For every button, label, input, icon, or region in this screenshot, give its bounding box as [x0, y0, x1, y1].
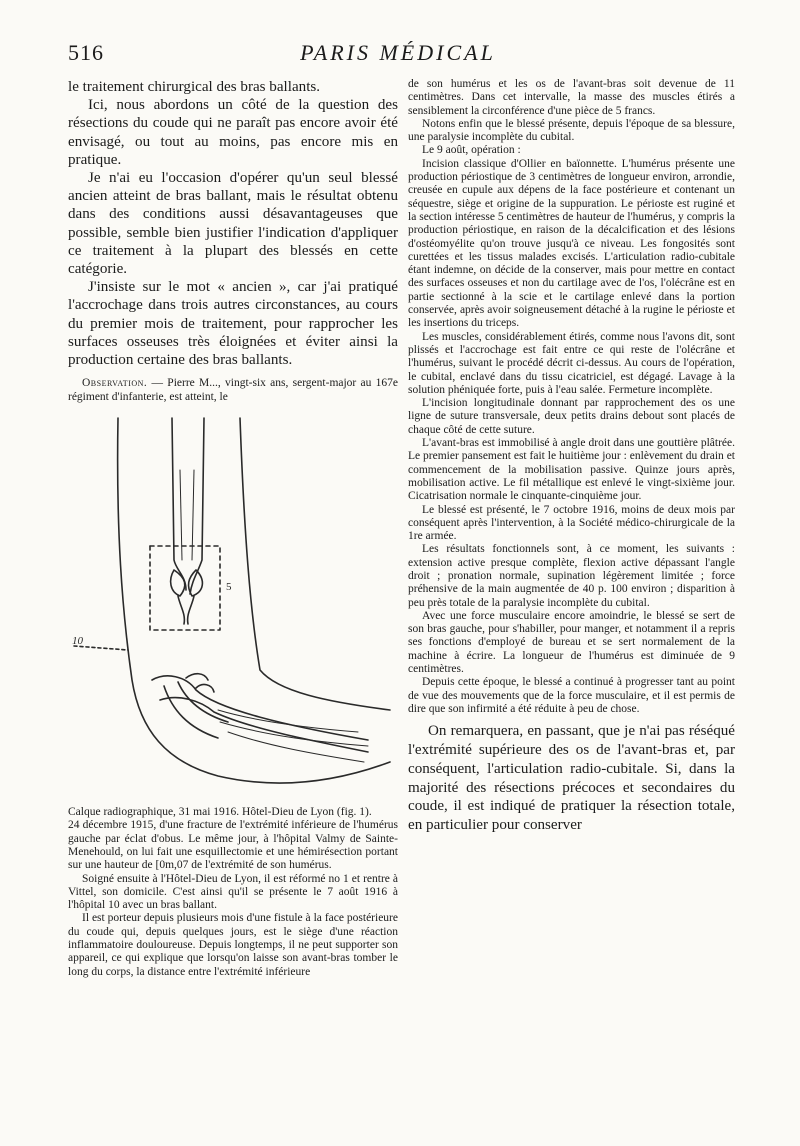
paragraph: Il est porteur depuis plusieurs mois d'une fistule à la face postérieure du coude qui, depuis quelques jours, est le siège d'une réaction inflammatoire douloureuse. Depuis longtemps, il ne peut supporter son appareil, ce qui explique que lorsqu'on laisse son avant-bras tomber le long du corps, la distance entre l'extrémité inférieure: [68, 912, 398, 978]
paragraph: 24 décembre 1915, d'une fracture de l'extrémité inférieure de l'humérus gauche par éclat d'obus. Le même jour, à l'hôpital Valmy de Sainte-Menehould, on lui fait une esquillectomie et une hémirésection portant sur une hauteur de [0m,07 de l'extrémité de son humérus.: [68, 819, 398, 872]
left-column: [68, 78, 398, 979]
paragraph: L'avant-bras est immobilisé à angle droit dans une gouttière plâtrée. Le premier pansement est fait le huitième jour : enlèvement du drain et commencement de la mobilisation passive. Quinze jours après, mobilisation active. Le fil métallique est enlevé le vingt-sixième jour. Cicatrisation normale le cinquante-cinquième jour.: [408, 437, 735, 503]
paragraph: On remarquera, en passant, que je n'ai pas réséqué l'extrémité supérieure des os de l'avant-bras et, par conséquent, l'articulation radio-cubitale. Si, dans la majorité des résections précoces et secondaires du coude, il est indiqué de pratiquer la résection totale, en particulier pour conserver: [408, 723, 735, 834]
figure-label-10: 10: [72, 634, 83, 647]
paragraph: Ici, nous abordons un côté de la question des résections du coude qui ne paraît pas encore avoir été envisagé, ou tout au moins, pas encore mis en pratique.: [68, 97, 398, 168]
elbow-radiograph-tracing-icon: [68, 410, 398, 802]
observation-intro: [68, 377, 398, 404]
paragraph: Notons enfin que le blessé présente, depuis l'époque de sa blessure, une paralysie incomplète du cubital.: [408, 117, 735, 144]
right-column: [408, 78, 735, 835]
paragraph: Avec une force musculaire encore amoindrie, le blessé se sert de son bras gauche, pour s'habiller, pour manger, et notamment il a repris ses fonctions d'employé de bureau et se sert normalement de la machine à écrire. La longueur de l'humérus est diminuée de 9 centimètres.: [408, 609, 735, 676]
paragraph: Les muscles, considérablement étirés, comme nous l'avons dit, sont plissés et l'accrochage est fait entre ce qui reste de l'olécrâne et l'humérus, suivant le procédé décrit ci-dessus. Au cours de l'opération, le cubital, enclavé dans du tissu cicatriciel, est dégagé. Lavage à la solution phéniquée forte, puis à l'eau salée. Fermeture incomplète.: [408, 330, 735, 396]
paragraph: Je n'ai eu l'occasion d'opérer qu'un seul blessé ancien atteint de bras ballant, mais le résultat obtenu dans des conditions aussi désavantageuses que possible, semble bien justifier l'indication d'appliquer ce traitement à la plupart des blessés en cette catégorie.: [68, 170, 398, 278]
observation-label: Observation.: [82, 377, 148, 390]
paragraph: Le blessé est présenté, le 7 octobre 1916, moins de deux mois par conséquent après l'intervention, à la Société médico-chirurgicale de la 1re armée.: [408, 503, 735, 543]
paragraph: Soigné ensuite à l'Hôtel-Dieu de Lyon, il est réformé no 1 et rentre à Vittel, son domicile. C'est ainsi qu'il se présente le 7 août 1916 à l'hôpital 10 avec un bras ballant.: [68, 872, 398, 912]
paragraph: J'insiste sur le mot « ancien », car j'ai pratiqué l'accrochage dans trois autres circonstances, au cours du premier mois de traitement, pour rapprocher les surfaces osseuses très éloignées et éviter ainsi la production certaine des bras ballants.: [68, 279, 398, 369]
observation-text: — Pierre M..., vingt-six ans, sergent-major au 167e régiment d'infanterie, est atteint, le: [68, 377, 398, 403]
running-title: PARIS MÉDICAL: [300, 40, 496, 65]
paragraph: Incision classique d'Ollier en baïonnette. L'humérus présente une production périostique de 3 centimètres de longueur environ, arrondie, creusée en cupule aux dépens de la face postérieure et contenant un séquestre, siège et origine de la suppuration. Le périoste est ruginé et la section intéresse 5 centimètres de hauteur de l'humérus, y compris la production périostique, en raison de la décalcification et des lésions d'ostéomyélite qu'on trouve jusqu'à ce niveau. Les fongosités sont curettées et les tissus malades excisés. L'articulation radio-cubitale étant indemne, on décide de la conserver, mais pour mettre en contact des surfaces osseuses et non du cartilage avec de l'os, l'olécrâne est en partie sectionné à la scie et le cartilage enlevé dans la portion conservée, après avoir soigneusement détaché à la rugine le périoste et les insertions du triceps.: [408, 157, 735, 330]
paragraph: L'incision longitudinale donnant par rapprochement des os une ligne de suture transversale, deux petits drains debout sont placés de chaque côté de cette suture.: [408, 397, 735, 436]
page-header: [68, 40, 728, 70]
figure-label-5: 5: [226, 580, 232, 593]
paragraph: Les résultats fonctionnels sont, à ce moment, les suivants : extension active presque complète, flexion active dépassant l'angle droit ; pronation normale, supination légèrement limitée ; force préhensive de la main augmentée de 40 p. 100 environ ; disparition à peu près totale de la paralysie incomplète du cubital.: [408, 543, 735, 609]
paragraph: Depuis cette époque, le blessé a continué à progresser tant au point de vue des mouvements que de la force musculaire, et il est permis de dire que son infirmité a été réduite à peu de chose.: [408, 676, 735, 715]
paragraph: le traitement chirurgical des bras ballants.: [68, 79, 321, 95]
paragraph: de son humérus et les os de l'avant-bras soit devenue de 11 centimètres. Dans cet intervalle, la masse des muscles étirés a sensiblement la circonférence d'une pièce de 5 francs.: [408, 78, 735, 117]
paragraph: Le 9 août, opération :: [422, 144, 521, 157]
figure-elbow-tracing: [68, 410, 398, 802]
figure-caption: Calque radiographique, 31 mai 1916. Hôtel-Dieu de Lyon (fig. 1).: [68, 805, 372, 818]
page-number: 516: [68, 40, 104, 65]
